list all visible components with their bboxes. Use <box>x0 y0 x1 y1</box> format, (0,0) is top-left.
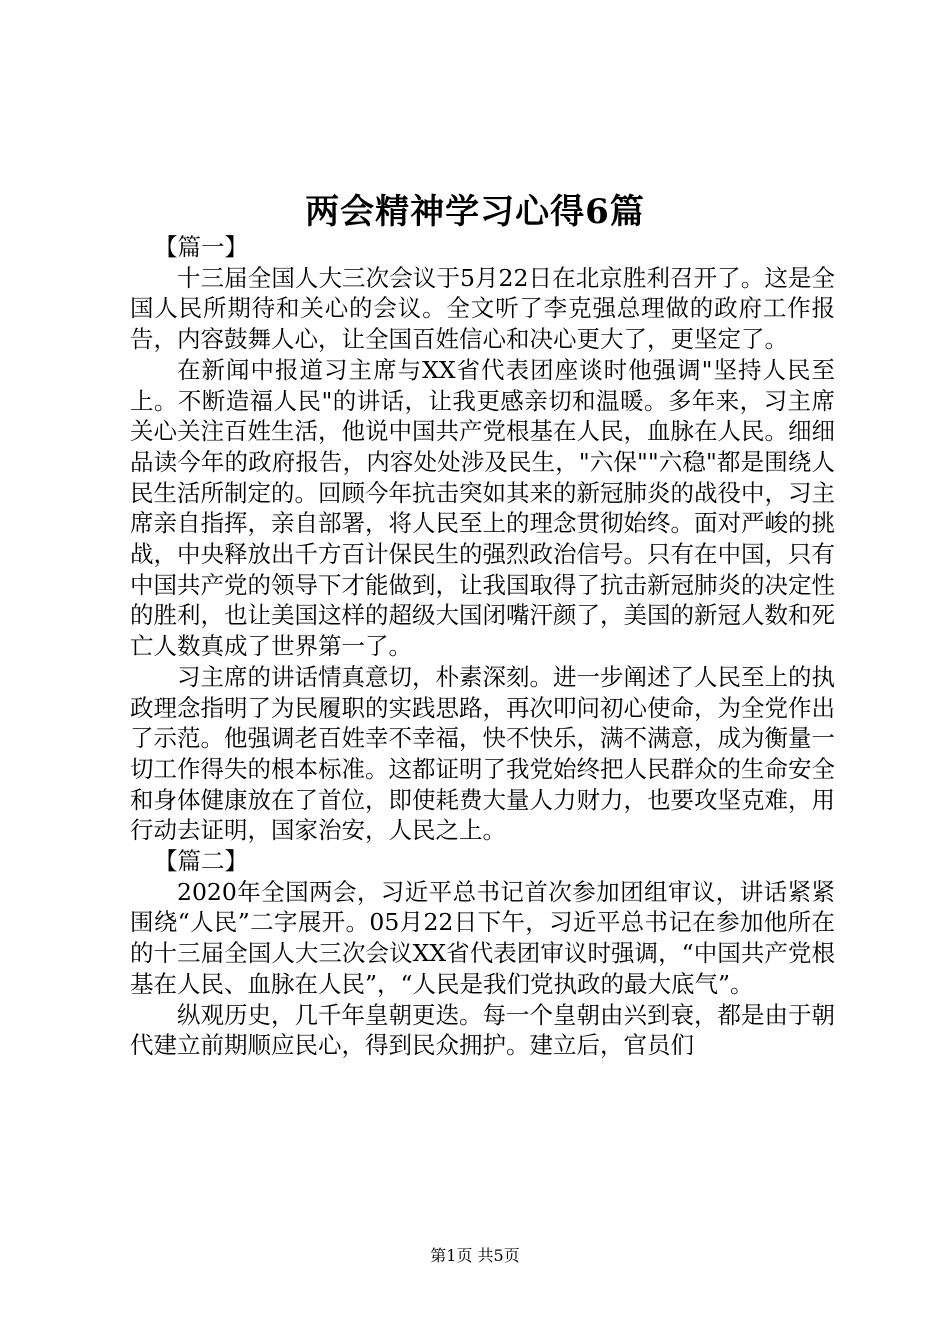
paragraph: 纵观历史，几千年皇朝更迭。每一个皇朝由兴到衰，都是由于朝代建立前期顺应民心，得到民众拥护。建立后，官员们 <box>130 1000 835 1060</box>
document-body <box>130 232 835 1061</box>
paragraph: 在新闻中报道习主席与XX省代表团座谈时他强调"坚持人民至上。不断造福人民"的讲话，让我更感亲切和温暖。多年来，习主席关心关注百姓生活，他说中国共产党根基在人民，血脉在人民。细细品读今年的政府报告，内容处处涉及民生，"六保""六稳"都是围绕人民生活所制定的。回顾今年抗击突如其来的新冠肺炎的战役中，习主席亲自指挥，亲自部署，将人民至上的理念贯彻始终。面对严峻的挑战，中央释放出千方百计保民生的强烈政治信号。只有在中国，只有中国共产党的领导下才能做到，让我国取得了抗击新冠肺炎的决定性的胜利，也让美国这样的超级大国闭嘴汗颜了，美国的新冠人数和死亡人数真成了世界第一了。 <box>130 355 835 661</box>
paragraph: 十三届全国人大三次会议于5月22日在北京胜利召开了。这是全国人民所期待和关心的会议。全文听了李克强总理做的政府工作报告，内容鼓舞人心，让全国百姓信心和决心更大了，更坚定了。 <box>130 263 835 354</box>
section-heading: 【篇二】 <box>154 847 248 876</box>
paragraph: 习主席的讲话情真意切，朴素深刻。进一步阐述了人民至上的执政理念指明了为民履职的实践思路，再次叩问初心使命，为全党作出了示范。他强调老百姓幸不幸福，快不快乐，满不满意，成为衡量一切工作得失的根本标准。这都证明了我党始终把人民群众的生命安全和身体健康放在了首位，即使耗费大量人力财力，也要攻坚克难，用行动去证明，国家治安，人民之上。 <box>130 662 835 845</box>
paragraph: 2020年全国两会，习近平总书记首次参加团组审议，讲话紧紧围绕“人民”二字展开。05月22日下午，习近平总书记在参加他所在的十三届全国人大三次会议XX省代表团审议时强调，“中国共产党根基在人民、血脉在人民”，“人民是我们党执政的最大底气”。 <box>130 877 835 998</box>
page-number-footer: 第1页 共5页 <box>430 1246 520 1265</box>
document-title: 两会精神学习心得6篇 <box>305 192 645 232</box>
section-heading: 【篇一】 <box>154 233 248 261</box>
